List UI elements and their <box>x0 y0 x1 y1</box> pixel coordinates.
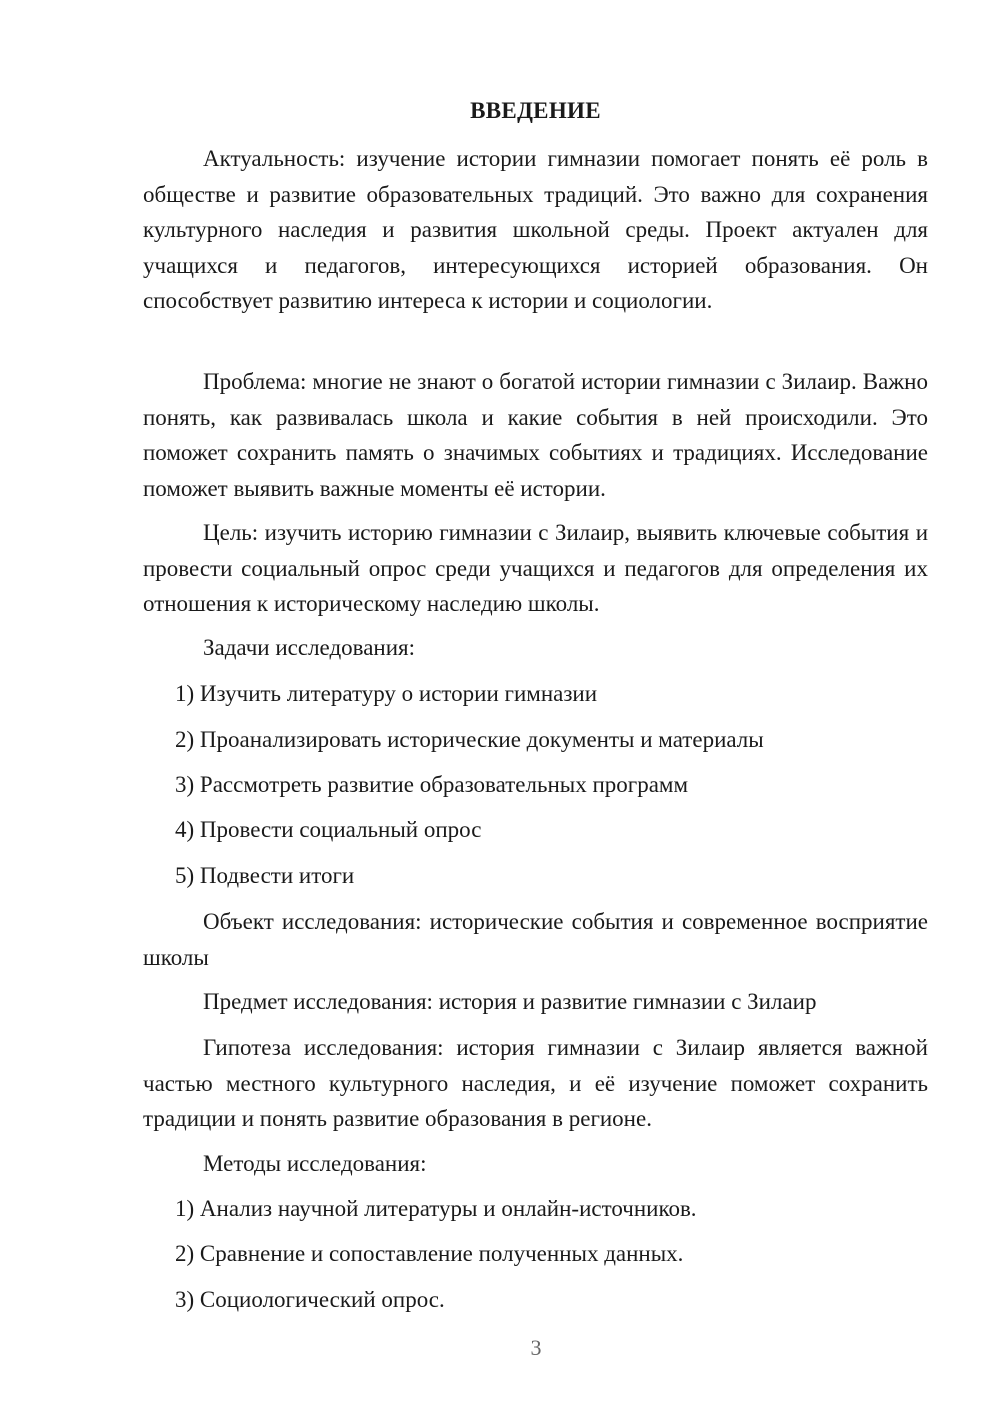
hypothesis-paragraph: Гипотеза исследования: история гимназии с Зилаир является важной частью местного культурного наследия, и её изучение поможет сохранить традиции и понять развитие образования в регионе. <box>143 1035 928 1131</box>
tasks-heading: Задачи исследования: <box>203 635 416 660</box>
method-item: 3) Социологический опрос. <box>175 1287 445 1312</box>
method-item: 1) Анализ научной литературы и онлайн-источников. <box>175 1196 697 1221</box>
task-item: 1) Изучить литературу о истории гимназии <box>175 681 598 706</box>
page-title: ВВЕДЕНИЕ <box>470 98 601 123</box>
task-item: 2) Проанализировать исторические документы и материалы <box>175 727 764 752</box>
task-item: 5) Подвести итоги <box>175 863 355 888</box>
problem-paragraph: Проблема: многие не знают о богатой истории гимназии с Зилаир. Важно понять, как развивалась школа и какие события в ней происходили. Это поможет сохранить память о значимых событиях и традициях. Исследование поможет выявить важные моменты её истории. <box>143 369 928 501</box>
subject-paragraph: Предмет исследования: история и развитие гимназии с Зилаир <box>203 989 817 1014</box>
method-item: 2) Сравнение и сопоставление полученных данных. <box>175 1241 684 1266</box>
goal-paragraph: Цель: изучить историю гимназии с Зилаир, выявить ключевые события и провести социальный опрос среди учащихся и педагогов для определения их отношения к историческому наследию школы. <box>143 520 928 616</box>
relevance-paragraph: Актуальность: изучение истории гимназии помогает понять её роль в обществе и развитие образовательных традиций. Это важно для сохранения культурного наследия и развития школьной среды. Проект актуален для учащихся и педагогов, интересующихся историей образования. Он способствует развитию интереса к истории и социологии. <box>143 146 928 313</box>
task-item: 4) Провести социальный опрос <box>175 817 482 842</box>
object-paragraph: Объект исследования: исторические события и современное восприятие школы <box>143 909 928 970</box>
task-item: 3) Рассмотреть развитие образовательных программ <box>175 772 689 797</box>
methods-heading: Методы исследования: <box>203 1151 427 1176</box>
page-number: 3 <box>530 1335 542 1360</box>
